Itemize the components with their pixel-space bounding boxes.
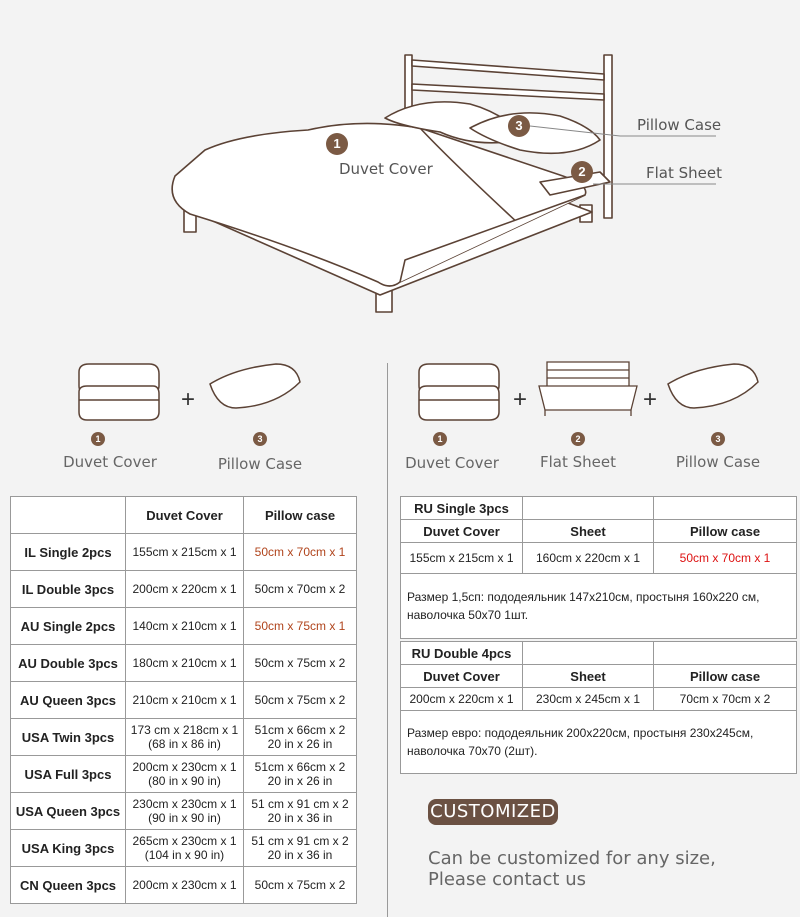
- empty-cell: [654, 642, 797, 665]
- row-pillow: 51 cm x 91 cm x 2 20 in x 36 in: [244, 793, 357, 830]
- header-empty: [11, 497, 126, 534]
- row-duvet: 230cm x 230cm x 1 (90 in x 90 in): [126, 793, 244, 830]
- ru-single-table: [400, 496, 797, 639]
- customized-text: [428, 848, 788, 890]
- header-pillow: Pillow case: [244, 497, 357, 534]
- row-duvet: 180cm x 210cm x 1: [126, 645, 244, 682]
- duvet-cover-badge: 1: [326, 133, 348, 155]
- ru-double-header-sheet: Sheet: [523, 665, 654, 688]
- row-pillow: 51cm x 66cm x 2 20 in x 26 in: [244, 719, 357, 756]
- ru-double-duvet: 200cm x 220cm x 1: [401, 688, 523, 711]
- ru-double-note: Размер евро: пододеяльник 200х220см, простыня 230х245см, наволочка 70х70 (2шт).: [401, 711, 797, 774]
- row-pillow: 50cm x 70cm x 2: [244, 571, 357, 608]
- row-duvet: 155cm x 215cm x 1: [126, 534, 244, 571]
- ru-single-pillow: 50cm x 70cm x 1: [654, 543, 797, 574]
- table-row: [11, 682, 357, 719]
- row-name: IL Single 2pcs: [11, 534, 126, 571]
- table-row: [11, 534, 357, 571]
- table-row: [11, 830, 357, 867]
- set-right-badge-1: 1: [433, 432, 447, 446]
- row-duvet: 200cm x 230cm x 1 (80 in x 90 in): [126, 756, 244, 793]
- table-row: [11, 719, 357, 756]
- row-pillow: 50cm x 75cm x 2: [244, 867, 357, 904]
- ru-double-title: RU Double 4pcs: [401, 642, 523, 665]
- pillow-case-callout: Pillow Case: [637, 116, 722, 134]
- pillow-icon: [206, 362, 302, 415]
- plus-sign: +: [643, 386, 658, 413]
- table-row: [11, 571, 357, 608]
- ru-double-sheet: 230cm x 245cm x 1: [523, 688, 654, 711]
- set-right-label-pillow: Pillow Case: [675, 453, 761, 471]
- row-duvet: 210cm x 210cm x 1: [126, 682, 244, 719]
- ru-single-note: Размер 1,5сп: пододеяльник 147х210см, простыня 160х220 см, наволочка 50х70 1шт.: [401, 574, 797, 639]
- set-right-label-duvet: Duvet Cover: [405, 454, 499, 472]
- ru-double-pillow: 70cm x 70cm x 2: [654, 688, 797, 711]
- row-pillow: 51cm x 66cm x 2 20 in x 26 in: [244, 756, 357, 793]
- row-duvet: 173 cm x 218cm x 1 (68 in x 86 in): [126, 719, 244, 756]
- row-name: IL Double 3pcs: [11, 571, 126, 608]
- row-name: AU Single 2pcs: [11, 608, 126, 645]
- customized-line-2: Please contact us: [428, 869, 587, 890]
- folded-duvet-icon: [415, 362, 501, 427]
- size-table: [10, 496, 357, 904]
- row-pillow: 50cm x 70cm x 1: [244, 534, 357, 571]
- row-name: USA Queen 3pcs: [11, 793, 126, 830]
- set-left-label-duvet: Duvet Cover: [63, 453, 157, 471]
- flat-sheet-callout: Flat Sheet: [646, 164, 723, 182]
- customized-line-1: Can be customized for any size,: [428, 848, 716, 869]
- table-row: [11, 867, 357, 904]
- set-left-badge-1: 1: [91, 432, 105, 446]
- ru-double-table: [400, 641, 797, 774]
- row-name: CN Queen 3pcs: [11, 867, 126, 904]
- size-table-header: [11, 497, 357, 534]
- ru-single-header-sheet: Sheet: [523, 520, 654, 543]
- plus-sign: +: [181, 386, 196, 413]
- row-name: AU Queen 3pcs: [11, 682, 126, 719]
- customized-badge: CUSTOMIZED: [428, 799, 558, 825]
- row-name: AU Double 3pcs: [11, 645, 126, 682]
- row-duvet: 265cm x 230cm x 1 (104 in x 90 in): [126, 830, 244, 867]
- row-pillow: 50cm x 75cm x 2: [244, 645, 357, 682]
- ru-single-header-pillow: Pillow case: [654, 520, 797, 543]
- row-pillow: 51 cm x 91 cm x 2 20 in x 36 in: [244, 830, 357, 867]
- ru-single-sheet: 160cm x 220cm x 1: [523, 543, 654, 574]
- row-duvet: 200cm x 220cm x 1: [126, 571, 244, 608]
- empty-cell: [523, 642, 654, 665]
- pillow-case-badge: 3: [508, 115, 530, 137]
- flat-sheet-badge: 2: [571, 161, 593, 183]
- ru-single-header-duvet: Duvet Cover: [401, 520, 523, 543]
- plus-sign: +: [513, 386, 528, 413]
- table-row: [11, 793, 357, 830]
- flat-sheet-icon: [535, 360, 641, 423]
- row-pillow: 50cm x 75cm x 1: [244, 608, 357, 645]
- empty-cell: [654, 497, 797, 520]
- set-left-label-pillow: Pillow Case: [217, 455, 303, 473]
- folded-duvet-icon: [75, 362, 161, 427]
- row-name: USA Full 3pcs: [11, 756, 126, 793]
- empty-cell: [523, 497, 654, 520]
- ru-double-header-pillow: Pillow case: [654, 665, 797, 688]
- ru-single-duvet: 155cm x 215cm x 1: [401, 543, 523, 574]
- bed-illustration: [0, 0, 800, 345]
- row-duvet: 200cm x 230cm x 1: [126, 867, 244, 904]
- pillow-icon: [664, 362, 760, 415]
- row-name: USA Twin 3pcs: [11, 719, 126, 756]
- set-left-badge-3: 3: [253, 432, 267, 446]
- row-name: USA King 3pcs: [11, 830, 126, 867]
- row-pillow: 50cm x 75cm x 2: [244, 682, 357, 719]
- set-right-label-sheet: Flat Sheet: [539, 453, 616, 471]
- ru-double-header-duvet: Duvet Cover: [401, 665, 523, 688]
- table-row: [11, 756, 357, 793]
- row-duvet: 140cm x 210cm x 1: [126, 608, 244, 645]
- table-row: [11, 608, 357, 645]
- duvet-cover-callout: Duvet Cover: [339, 160, 433, 178]
- set-right-badge-2: 2: [571, 432, 585, 446]
- ru-single-title: RU Single 3pcs: [401, 497, 523, 520]
- header-duvet: Duvet Cover: [126, 497, 244, 534]
- table-row: [11, 645, 357, 682]
- vertical-divider: [387, 363, 388, 917]
- set-right-badge-3: 3: [711, 432, 725, 446]
